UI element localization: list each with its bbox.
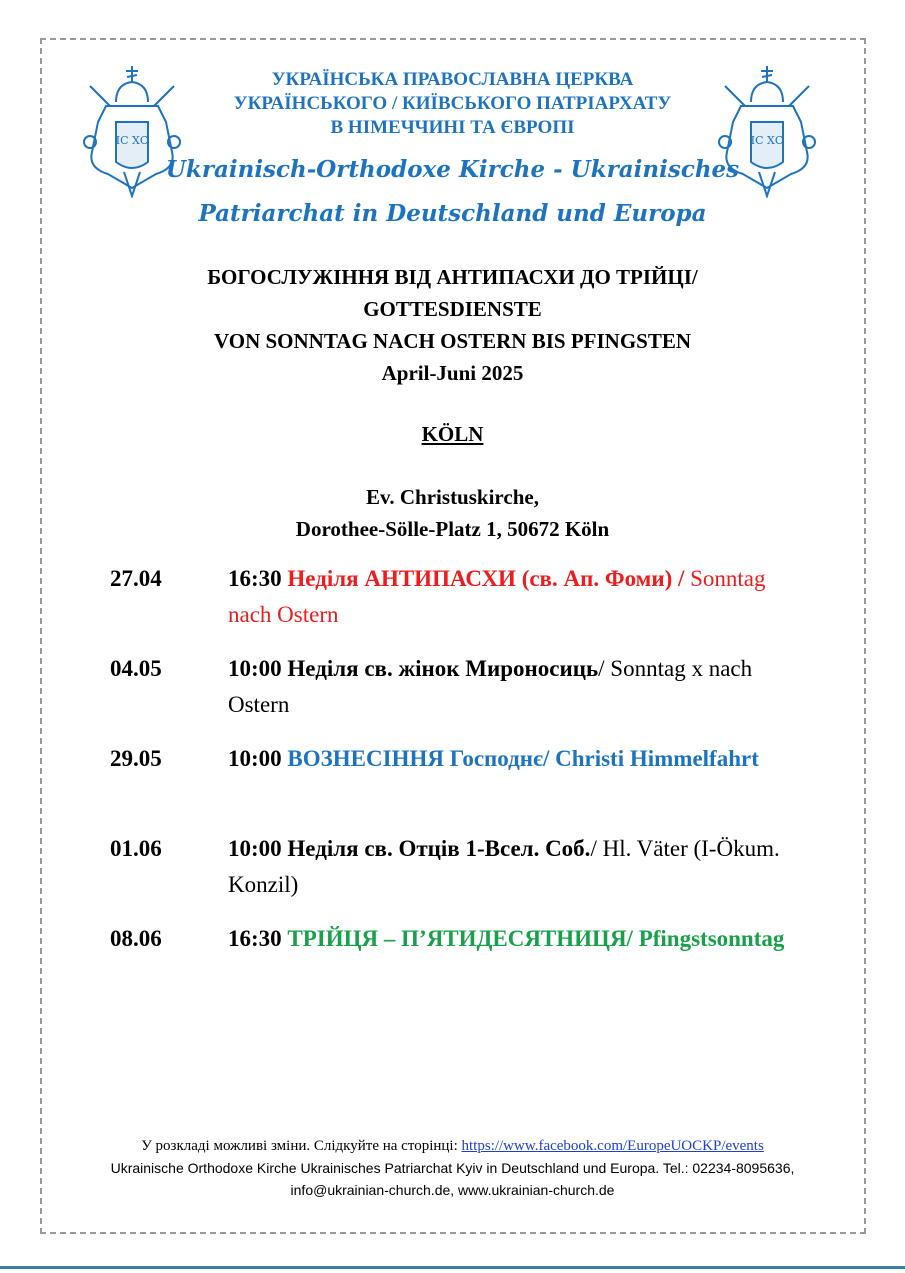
church-name-line: В НІМЕЧЧИНІ ТА ЄВРОПІ <box>330 117 575 138</box>
service-date: 29.05 <box>110 746 162 771</box>
svg-text:ІС ХС: ІС ХС <box>750 134 784 147</box>
service-date: 27.04 <box>110 566 162 591</box>
service-name: Неділя АНТИПАСХИ (св. Ап. Фоми) / <box>287 566 685 591</box>
service-time: 16:30 <box>228 926 282 951</box>
service-date: 01.06 <box>110 836 162 861</box>
church-name-line: УКРАЇНСЬКОГО / КИЇВСЬКОГО ПАТРІАРХАТУ <box>233 93 672 114</box>
address-line: Dorothee-Sölle-Platz 1, 50672 Köln <box>295 517 610 541</box>
service-description <box>228 741 798 777</box>
service-date: 04.05 <box>110 656 162 681</box>
church-name-line: УКРАЇНСЬКА ПРАВОСЛАВНА ЦЕРКВА <box>271 69 634 90</box>
city-name: KÖLN <box>421 422 484 446</box>
address-line: Ev. Christuskirche, <box>366 485 539 509</box>
church-name-line: Ukrainisch-Orthodoxe Kirche - Ukrainisches <box>165 156 740 183</box>
title-line: БОГОСЛУЖІННЯ ВІД АНТИПАСХИ ДО ТРІЙЦІ/ <box>207 265 698 289</box>
service-date: 08.06 <box>110 926 162 951</box>
church-name-ukrainian <box>180 68 725 140</box>
footer-contact: info@ukrainian-church.de, www.ukrainian-church.de <box>290 1182 615 1198</box>
service-name: Неділя св. Отців 1-Всел. Соб. <box>287 836 591 861</box>
service-time: 10:00 <box>228 836 282 861</box>
service-description <box>228 921 798 957</box>
title-line: GOTTESDIENSTE <box>363 297 542 321</box>
title-line: April-Juni 2025 <box>381 361 524 385</box>
document-title <box>90 261 815 389</box>
church-name-german <box>160 148 745 236</box>
service-description <box>228 831 798 903</box>
service-time: 10:00 <box>228 746 282 771</box>
church-name-line: Patriarchat in Deutschland und Europa <box>198 200 707 227</box>
footer-notice-text: У розкладі можливі зміни. Слідкуйте на сторінці: <box>141 1138 462 1154</box>
city-heading <box>90 422 815 447</box>
title-line: VON SONNTAG NACH OSTERN BIS PFINGSTEN <box>213 329 692 353</box>
facebook-events-link[interactable]: https://www.facebook.com/EuropeUOCKP/events <box>461 1138 764 1154</box>
footer <box>60 1135 845 1201</box>
service-name-de: / Sonntag x nach Ostern <box>228 656 753 717</box>
church-address <box>90 481 815 545</box>
service-name: Неділя св. жінок Мироносиць <box>287 656 599 681</box>
service-name-de: Sonntag nach Ostern <box>228 566 766 627</box>
svg-text:ІС ХС: ІС ХС <box>115 134 149 147</box>
service-time: 10:00 <box>228 656 282 681</box>
service-name: ТРІЙЦЯ – П’ЯТИДЕСЯТНИЦЯ/ Pfingstsonntag <box>287 926 785 951</box>
service-description <box>228 651 798 723</box>
service-name: ВОЗНЕСІННЯ Господнє/ Christi Himmelfahrt <box>287 746 759 771</box>
footer-notice <box>60 1135 845 1157</box>
footer-contact: Ukrainische Orthodoxe Kirche Ukrainisches Patriarchat Kyiv in Deutschland und Europa. Tel.: 02234-8095636, <box>110 1160 795 1176</box>
service-name-de: / Hl. Väter (I-Ökum. Konzil) <box>228 836 780 897</box>
service-description <box>228 561 798 633</box>
service-time: 16:30 <box>228 566 282 591</box>
bottom-rule <box>0 1266 905 1269</box>
